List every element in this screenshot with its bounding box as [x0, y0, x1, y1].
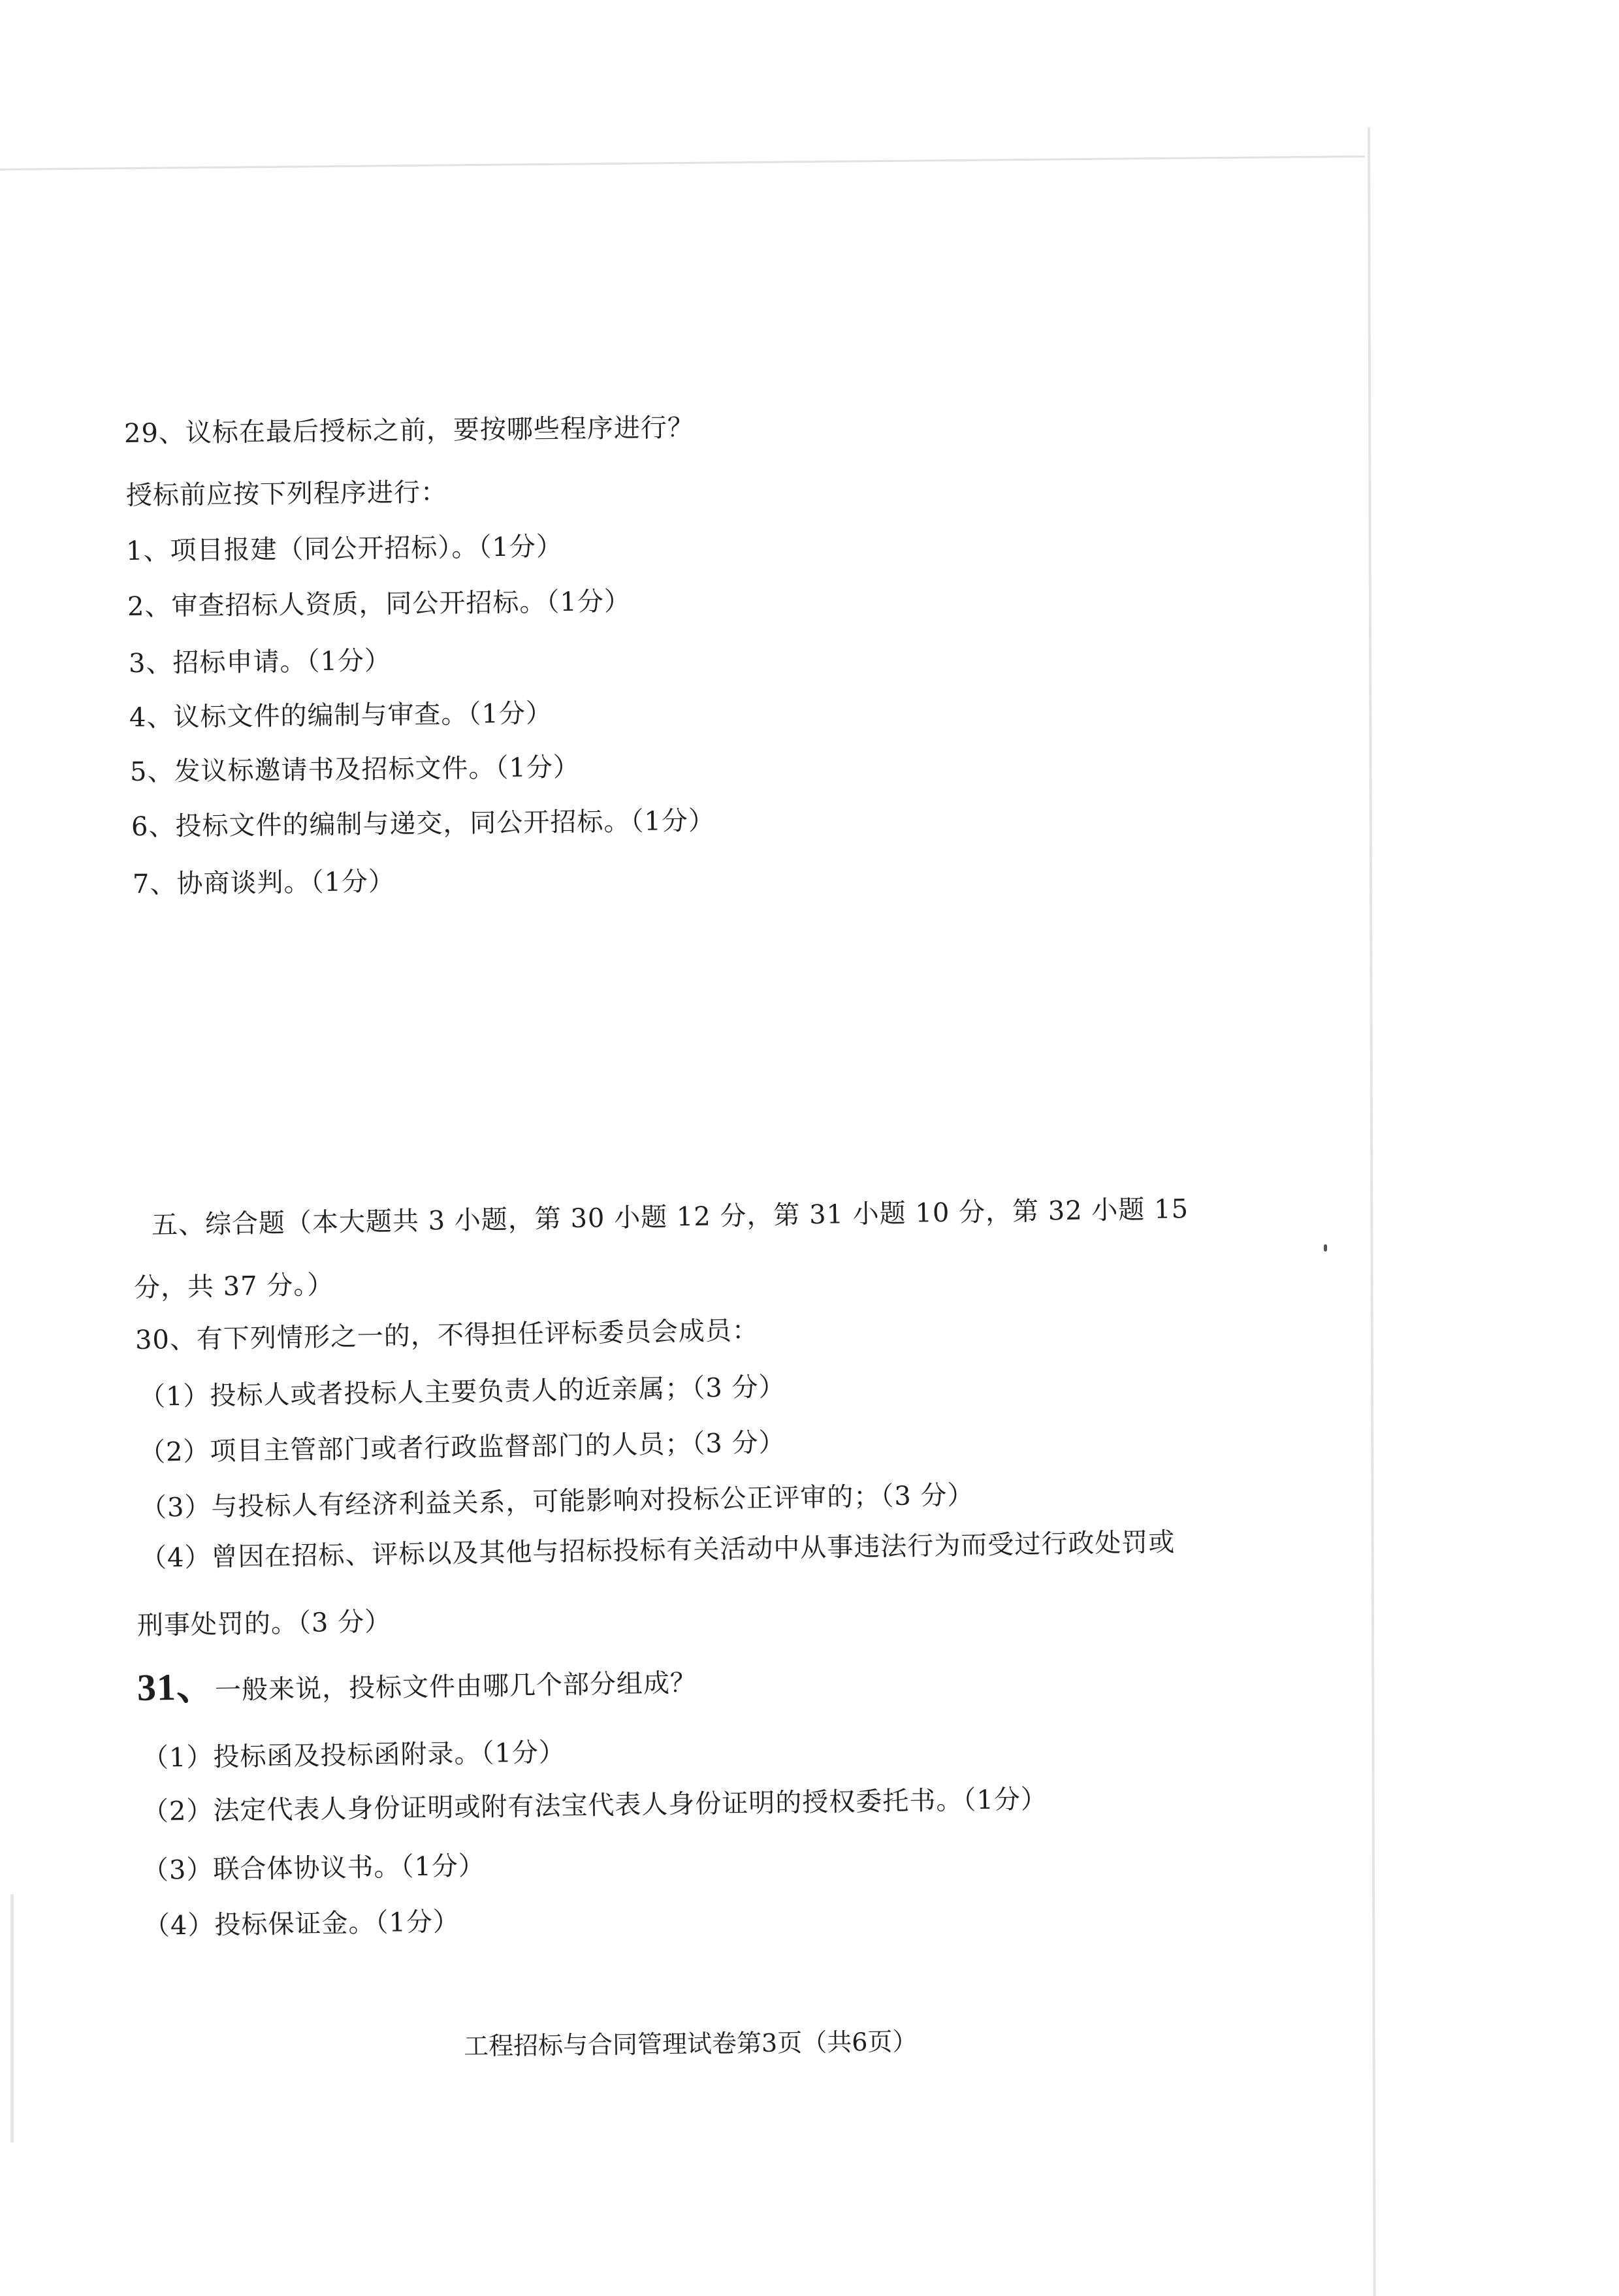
q31-question-line — [137, 1664, 697, 1707]
page-edge-left — [10, 1894, 14, 2142]
q30-item-2: （2）项目主管部门或者行政监督部门的人员；（3 分） — [138, 1427, 786, 1468]
q31-item-1: （1）投标函及投标函附录。（1分） — [142, 1737, 566, 1773]
q30-item-4-cont: 刑事处罚的。（3 分） — [136, 1606, 392, 1641]
q31-item-4: （4）投标保证金。（1分） — [143, 1907, 460, 1941]
q29-item-2: 2、审查招标人资质，同公开招标。（1分） — [127, 586, 632, 622]
q31-item-2: （2）法定代表人身份证明或附有法宝代表人身份证明的授权委托书。（1分） — [142, 1784, 1048, 1827]
section-5-heading: 五、综合题（本大题共 3 小题，第 30 小题 12 分，第 31 小题 10 分，第 32 小题 15 — [151, 1194, 1189, 1240]
q29-item-3: 3、招标申请。（1分） — [128, 645, 392, 679]
q29-item-7: 7、协商谈判。（1分） — [132, 866, 396, 899]
q30-item-3: （3）与投标人有经济利益关系，可能影响对投标公正评审的；（3 分） — [140, 1479, 974, 1523]
q29-item-5: 5、发议标邀请书及招标文件。（1分） — [129, 752, 581, 787]
q29-item-1: 1、项目报建（同公开招标）。（1分） — [125, 531, 564, 566]
q29-intro: 授标前应按下列程序进行： — [125, 477, 448, 511]
page-footer: 工程招标与合同管理试卷第3页（共6页） — [463, 2027, 918, 2061]
q31-number: 31、 — [136, 1665, 216, 1709]
q30-question: 30、有下列情形之一的，不得担任评标委员会成员： — [135, 1316, 760, 1355]
q29-item-4: 4、议标文件的编制与审查。（1分） — [129, 698, 553, 733]
q31-question: 一般来说，投标文件由哪几个部分组成？ — [214, 1668, 697, 1706]
scan-speck — [1324, 1244, 1327, 1252]
q29-question: 29、议标在最后授标之前，要按哪些程序进行？ — [123, 412, 695, 449]
section-5-heading-cont: 分，共 37 分。） — [133, 1270, 334, 1303]
page-edge-top — [0, 155, 1365, 170]
q30-item-1: （1）投标人或者投标人主要负责人的近亲属；（3 分） — [138, 1372, 786, 1412]
q30-item-4: （4）曾因在招标、评标以及其他与招标投标有关活动中从事违法行为而受过行政处罚或 — [140, 1527, 1176, 1574]
q31-item-3: （3）联合体协议书。（1分） — [142, 1851, 486, 1886]
page-edge-right — [1368, 127, 1376, 2296]
q29-item-6: 6、投标文件的编制与递交，同公开招标。（1分） — [131, 805, 716, 842]
